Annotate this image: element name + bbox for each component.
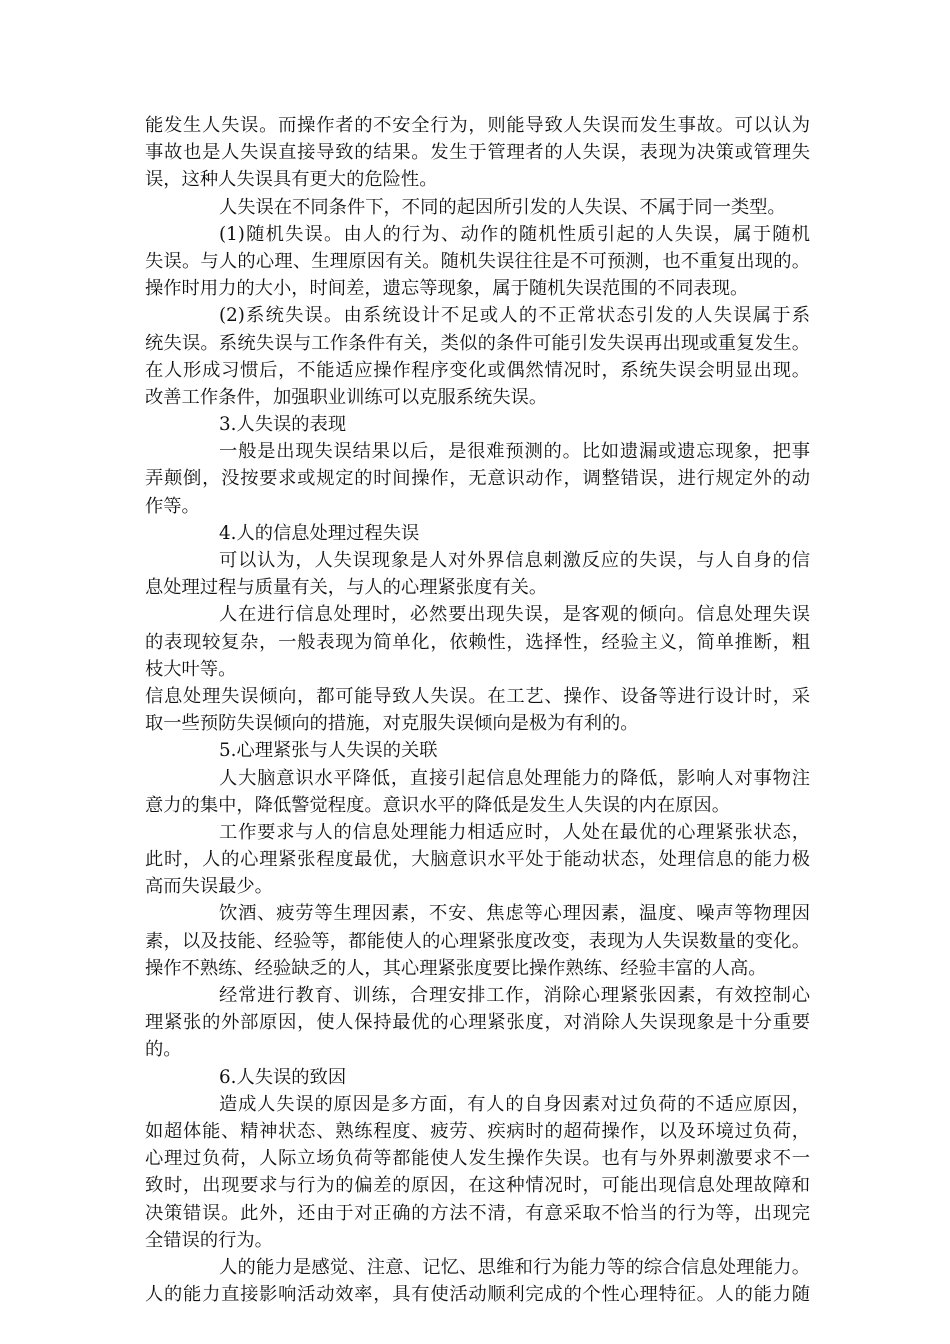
text-line: (1)随机失误。由人的行为、动作的随机性质引起的人失误，属于随机 [219,223,810,245]
text-line: 人的能力是感觉、注意、记忆、思维和行为能力等的综合信息处理能力。 [219,1256,810,1278]
text-line: 如超体能、精神状态、熟练程度、疲劳、疾病时的超荷操作，以及环境过负荷， [145,1120,810,1142]
text-line: 人在进行信息处理时，必然要出现失误，是客观的倾向。信息处理失误 [219,604,810,626]
text-line: 能发生人失误。而操作者的不安全行为，则能导致人失误而发生事故。可以认为 [145,115,810,136]
text-line: 工作要求与人的信息处理能力相适应时，人处在最优的心理紧张状态， [219,821,810,843]
section-heading: 3.人失误的表现 [219,414,347,436]
text-line: 人的能力直接影响活动效率，具有使活动顺利完成的个性心理特征。人的能力随 [145,1284,810,1306]
text-line: 操作不熟练、经验缺乏的人，其心理紧张度要比操作熟练、经验丰富的人高。 [145,957,767,979]
text-line: 意力的集中，降低警觉程度。意识水平的降低是发生人失误的内在原因。 [145,794,730,816]
text-line: 饮酒、疲劳等生理因素，不安、焦虑等心理因素，温度、噪声等物理因 [219,903,810,925]
text-line: 操作时用力的大小，时间差，遗忘等现象，属于随机失误范围的不同表现。 [145,278,749,300]
text-line: 素，以及技能、经验等，都能使人的心理紧张度改变，表现为人失误数量的变化。 [145,930,810,952]
text-line: 理紧张的外部原因，使人保持最优的心理紧张度，对消除人失误现象是十分重要 [145,1012,810,1034]
text-line: 经常进行教育、训练，合理安排工作，消除心理紧张因素，有效控制心 [219,985,810,1006]
text-line: 改善工作条件，加强职业训练可以克服系统失误。 [145,386,548,408]
text-line: 弄颠倒，没按要求或规定的时间操作，无意识动作，调整错误，进行规定外的动 [145,468,810,490]
text-line: 取一些预防失误倾向的措施，对克服失误倾向是极为有利的。 [145,713,639,735]
text-line: 作等。 [145,495,200,517]
text-line: 全错误的行为。 [145,1229,273,1251]
text-line: 统失误。系统失误与工作条件有关，类似的条件可能引发失误再出现或重复发生。 [145,332,810,354]
text-line: 高而失误最少。 [145,876,273,898]
text-line: 信息处理失误倾向，都可能导致人失误。在工艺、操作、设备等进行设计时，采 [145,685,810,707]
text-line: (2)系统失误。由系统设计不足或人的不正常状态引发的人失误属于系 [219,305,810,327]
text-line: 造成人失误的原因是多方面，有人的自身因素对过负荷的不适应原因， [219,1093,810,1115]
section-heading: 4.人的信息处理过程失误 [219,522,420,544]
section-heading: 6.人失误的致因 [219,1066,347,1088]
text-line: 事故也是人失误直接导致的结果。发生于管理者的人失误，表现为决策或管理失 [145,142,810,164]
text-line: 人失误在不同条件下，不同的起因所引发的人失误、不属于同一类型。 [219,196,786,218]
text-line: 的表现较复杂，一般表现为简单化，依赖性，选择性，经验主义，简单推断，粗 [145,631,810,653]
text-line: 枝大叶等。 [145,658,237,680]
text-line: 在人形成习惯后，不能适应操作程序变化或偶然情况时，系统失误会明显出现。 [145,359,810,381]
text-line: 决策错误。此外，还由于对正确的方法不清，有意采取不恰当的行为等，出现完 [145,1202,810,1224]
text-line: 心理过负荷，人际立场负荷等都能使人发生操作失误。也有与外界刺激要求不一 [145,1148,810,1170]
text-line: 一般是出现失误结果以后，是很难预测的。比如遗漏或遗忘现象，把事 [219,441,810,463]
text-line: 此时，人的心理紧张程度最优，大脑意识水平处于能动状态，处理信息的能力极 [145,849,810,871]
text-line: 误，这种人失误具有更大的危险性。 [145,169,438,191]
document-body [145,112,810,1308]
section-heading: 5.心理紧张与人失误的关联 [219,740,438,762]
text-line: 人大脑意识水平降低，直接引起信息处理能力的降低，影响人对事物注 [219,767,810,789]
text-line: 失误。与人的心理、生理原因有关。随机失误往往是不可预测，也不重复出现的。 [145,250,810,272]
text-line: 致时，出现要求与行为的偏差的原因，在这种情况时，可能出现信息处理故障和 [145,1175,810,1197]
text-line: 可以认为，人失误现象是人对外界信息刺激反应的失误，与人自身的信 [219,550,810,571]
text-line: 息处理过程与质量有关，与人的心理紧张度有关。 [145,577,548,599]
text-line: 的。 [145,1039,182,1061]
